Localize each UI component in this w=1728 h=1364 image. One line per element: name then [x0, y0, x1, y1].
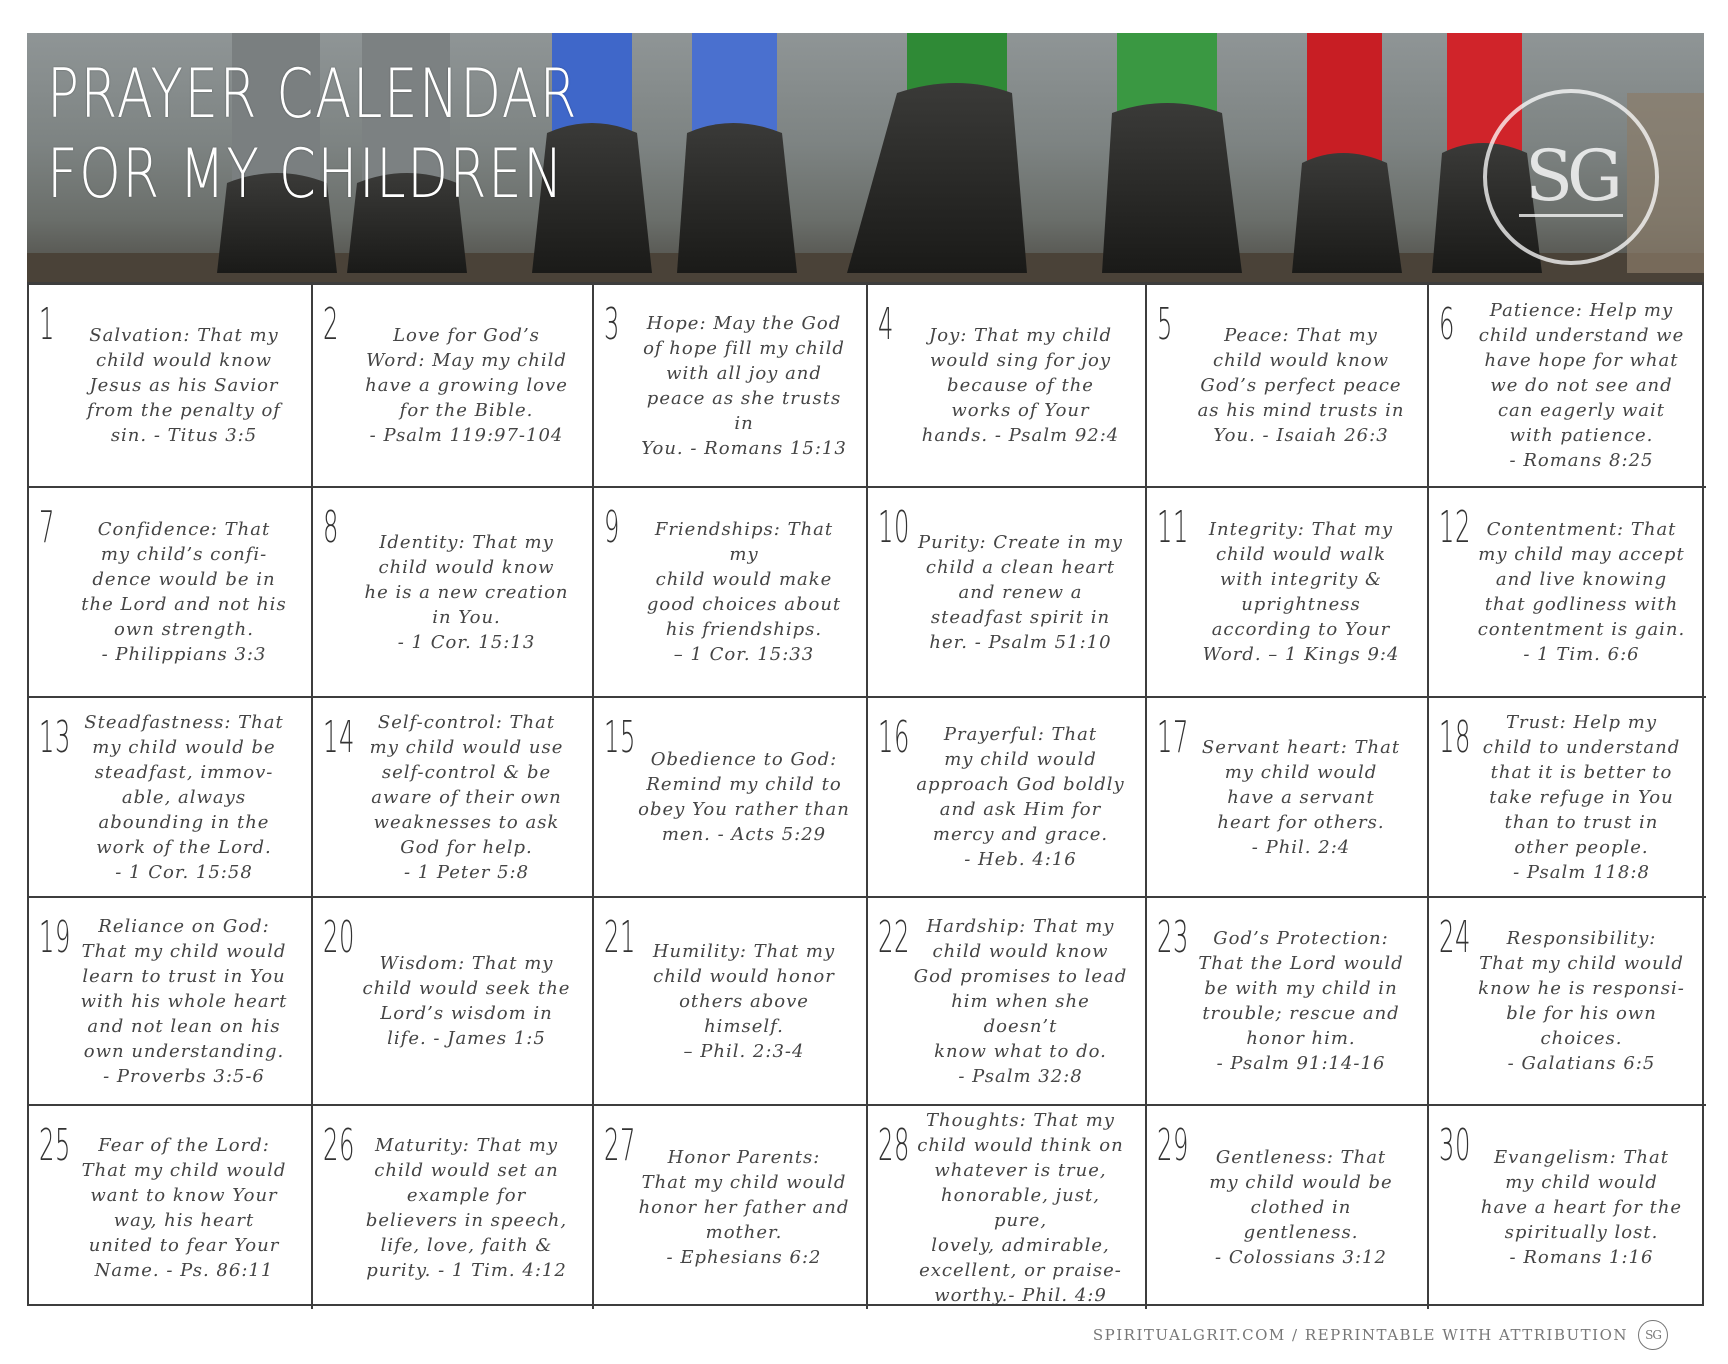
day-prayer: Self-control: That my child would use self-control & be aware of their own weaknesses to ask God for help. - 1 Peter 5:8 [369, 711, 564, 883]
day-cell [1429, 1106, 1706, 1309]
day-prayer: Humility: That my child would honor others above himself. – Phil. 2:3-4 [652, 940, 836, 1062]
day-cell [868, 898, 1147, 1106]
day-number: 29 [1157, 1120, 1189, 1171]
day-number: 20 [323, 912, 355, 963]
day-prayer: Peace: That my child would know God’s perfect peace as his mind trusts in You. - Isaiah 26:3 [1197, 325, 1405, 446]
sg-small-logo: SG [1638, 1320, 1668, 1350]
sg-logo [1483, 89, 1659, 265]
day-number: 7 [39, 502, 55, 553]
day-prayer: Gentleness: That my child would be clothed in gentleness. - Colossians 3:12 [1209, 1147, 1393, 1268]
footer-attribution: SPIRITUALGRIT.COM / REPRINTABLE WITH ATTRIBUTION [1092, 1326, 1628, 1344]
day-cell [594, 898, 868, 1106]
day-number: 17 [1157, 712, 1189, 763]
day-number: 18 [1439, 712, 1471, 763]
day-cell [1147, 285, 1429, 488]
day-prayer: Reliance on God: That my child would learn to trust in You with his whole heart and not lean on his own understanding. - Proverbs 3:5-6 [80, 915, 288, 1087]
day-number: 25 [39, 1120, 71, 1171]
day-cell [313, 1106, 594, 1309]
day-number: 26 [323, 1120, 355, 1171]
day-cell [594, 1106, 868, 1309]
day-cell [594, 285, 868, 488]
day-cell [1147, 488, 1429, 698]
day-prayer: Patience: Help my child understand we have hope for what we do not see and can eagerly wait with patience. - Romans 8:25 [1478, 300, 1685, 471]
day-cell [29, 898, 313, 1106]
day-number: 23 [1157, 912, 1189, 963]
day-prayer: Wisdom: That my child would seek the Lord’s wisdom in life. - James 1:5 [362, 953, 571, 1049]
day-cell [594, 488, 868, 698]
day-cell [313, 898, 594, 1106]
day-prayer: Purity: Create in my child a clean heart and renew a steadfast spirit in her. - Psalm 51:10 [918, 531, 1123, 653]
day-prayer: Identity: That my child would know he is a new creation in You. - 1 Cor. 15:13 [364, 531, 569, 653]
day-prayer: Evangelism: That my child would have a heart for the spiritually lost. - Romans 1:16 [1480, 1147, 1683, 1268]
day-prayer: Joy: That my child would sing for joy because of the works of Your hands. - Psalm 92:4 [921, 325, 1120, 446]
day-number: 10 [878, 502, 910, 553]
day-cell [313, 285, 594, 488]
day-number: 16 [878, 712, 910, 763]
page-title [47, 55, 578, 215]
day-number: 14 [323, 712, 355, 763]
sg-logo-text: SG [1519, 138, 1623, 217]
day-number: 30 [1439, 1120, 1471, 1171]
day-cell [868, 285, 1147, 488]
day-cell [1429, 488, 1706, 698]
day-prayer: Confidence: That my child’s confi- dence would be in the Lord and not his own strength. - Philippians 3:3 [81, 519, 287, 665]
day-cell [1429, 698, 1706, 898]
day-prayer: Fear of the Lord: That my child would want to know Your way, his heart united to fear Your Name. - Ps. 86:11 [81, 1134, 287, 1281]
day-cell [868, 488, 1147, 698]
day-number: 2 [323, 299, 339, 350]
day-number: 1 [39, 299, 55, 350]
day-prayer: Friendships: That my child would make good choices about his friendships. – 1 Cor. 15:33 [646, 519, 842, 665]
day-cell [313, 698, 594, 898]
day-cell [594, 698, 868, 898]
day-prayer: Honor Parents: That my child would honor her father and mother. - Ephesians 6:2 [638, 1147, 850, 1268]
day-cell [1147, 898, 1429, 1106]
day-number: 28 [878, 1120, 910, 1171]
day-number: 24 [1439, 912, 1471, 963]
day-prayer: Contentment: That my child may accept and live knowing that godliness with contentment is gain. - 1 Tim. 6:6 [1477, 519, 1686, 665]
day-prayer: Trust: Help my child to understand that it is better to take refuge in You than to trust in other people. - Psalm 118:8 [1482, 711, 1681, 883]
day-number: 22 [878, 912, 910, 963]
day-number: 15 [604, 712, 636, 763]
title-line-2: FOR MY CHILDREN [47, 135, 565, 214]
day-cell [868, 698, 1147, 898]
day-cell [1147, 698, 1429, 898]
day-cell [29, 698, 313, 898]
day-cell [313, 488, 594, 698]
day-number: 3 [604, 299, 620, 350]
day-cell [1429, 898, 1706, 1106]
day-number: 6 [1439, 299, 1455, 350]
day-number: 27 [604, 1120, 636, 1171]
day-number: 4 [878, 299, 894, 350]
day-prayer: Hardship: That my child would know God promises to lead him when she doesn’t know what to do. - Psalm 32:8 [913, 915, 1128, 1087]
header-banner [27, 33, 1704, 282]
day-cell [29, 488, 313, 698]
day-prayer: Thoughts: That my child would think on whatever is true, honorable, just, pure, lovely, admirable, excellent, or praise- worthy.- Phil. 4:9 [917, 1109, 1124, 1306]
day-number: 8 [323, 502, 339, 553]
day-cell [1147, 1106, 1429, 1309]
day-number: 19 [39, 912, 71, 963]
day-number: 11 [1157, 502, 1189, 553]
day-prayer: Love for God’s Word: May my child have a growing love for the Bible. - Psalm 119:97-104 [365, 325, 568, 446]
day-cell [29, 285, 313, 488]
day-number: 12 [1439, 502, 1471, 553]
day-prayer: Prayerful: That my child would approach God boldly and ask Him for mercy and grace. - Heb. 4:16 [916, 724, 1125, 870]
day-cell [1429, 285, 1706, 488]
day-prayer: Maturity: That my child would set an example for believers in speech, life, love, faith & purity. - 1 Tim. 4:12 [365, 1134, 568, 1281]
day-prayer: Salvation: That my child would know Jesus as his Savior from the penalty of sin. - Titus 3:5 [87, 325, 281, 446]
day-prayer: Steadfastness: That my child would be steadfast, immov- able, always abounding in the work of the Lord. - 1 Cor. 15:58 [84, 711, 284, 883]
calendar-grid [27, 282, 1704, 1306]
day-prayer: Obedience to God: Remind my child to obey You rather than men. - Acts 5:29 [638, 749, 850, 845]
day-number: 21 [604, 912, 636, 963]
day-cell [868, 1106, 1147, 1309]
day-number: 13 [39, 712, 71, 763]
day-prayer: Integrity: That my child would walk with integrity & uprightness according to Your Word. – 1 Kings 9:4 [1202, 519, 1400, 665]
title-line-1: PRAYER CALENDAR [47, 55, 578, 134]
day-prayer: Hope: May the God of hope fill my child with all joy and peace as she trusts in You. - Romans 15:13 [641, 312, 847, 459]
day-cell [29, 1106, 313, 1309]
day-prayer: God’s Protection: That the Lord would be with my child in trouble; rescue and honor him. - Psalm 91:14-16 [1198, 928, 1404, 1074]
footer [1093, 1320, 1668, 1350]
day-prayer: Responsibility: That my child would know he is responsi- ble for his own choices. - Galatians 6:5 [1478, 928, 1685, 1074]
day-prayer: Servant heart: That my child would have a servant heart for others. - Phil. 2:4 [1201, 736, 1401, 858]
day-number: 9 [604, 502, 620, 553]
day-number: 5 [1157, 299, 1173, 350]
